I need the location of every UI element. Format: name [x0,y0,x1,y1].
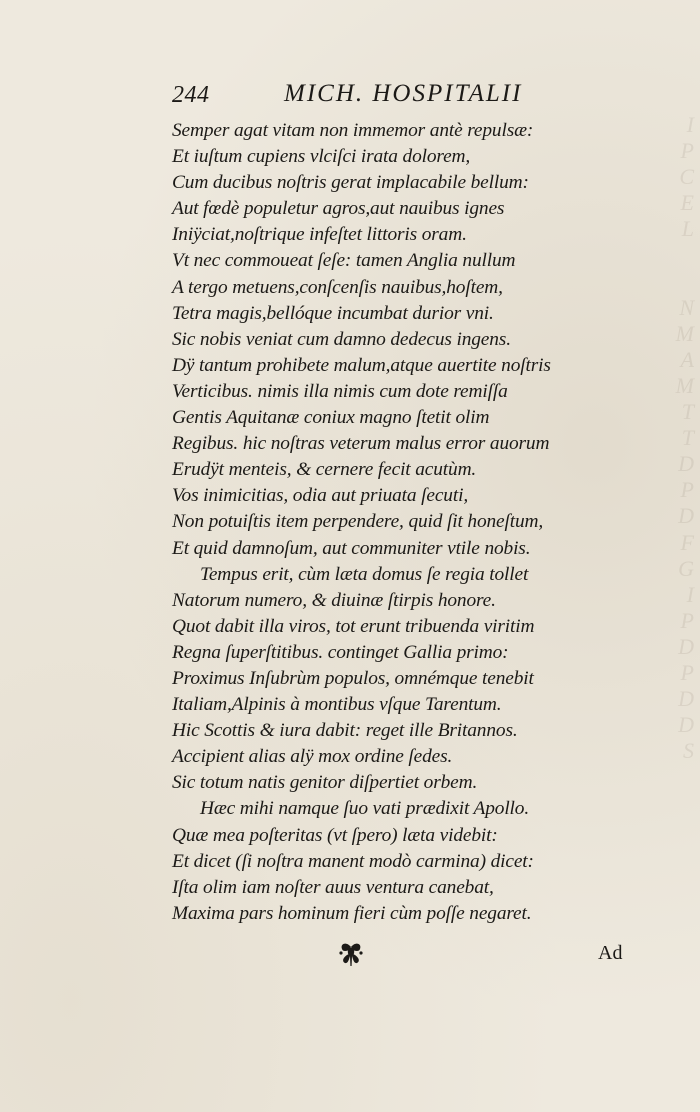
verse-line: Tetra magis,bellóque incumbat durior vni. [172,302,494,324]
verse-line: Gentis Aquitanæ coniux magno ſtetit olim [172,407,490,429]
verse-line: Hic Scottis & iura dabit: reget ille Britannos. [172,720,518,742]
verse-line: Erudÿt menteis, & cernere fecit acutùm. [172,459,477,481]
verse-line: Maxima pars hominum fieri cùm poſſe negaret. [172,902,532,924]
verse-line: Dÿ tantum prohibete malum,atque auertite noſtris [172,354,551,376]
verse-line: Sic totum natis genitor diſpertiet orbem. [172,772,478,794]
verse-line: Proximus Inſubrùm populos, omnémque tenebit [172,667,534,689]
verse-line: Hæc mihi namque ſuo vati prædixit Apollo. [200,798,530,820]
page-header [172,80,562,110]
show-through-text: I P C E L N M A M T T D P D F G I P D P D D S [675,112,694,764]
verse-line: Semper agat vitam non immemor antè repulsæ: [172,120,534,141]
verse-line: Vos inimicitias, odia aut priuata ſecuti, [172,485,469,507]
verse-line: Et iuſtum cupiens vlciſci irata dolorem, [172,146,471,168]
fleuron-ornament-icon [336,938,366,968]
verse-line: Verticibus. nimis illa nimis cum dote remiſſa [172,380,508,402]
verse-line: Quot dabit illa viros, tot erunt tribuenda viritim [172,615,535,637]
verse-line: Accipient alias alÿ mox ordine ſedes. [172,746,453,768]
verse-line: Natorum numero, & diuinæ ſtirpis honore. [172,589,496,611]
verse-line: Italiam,Alpinis à montibus vſque Tarentum. [172,694,502,716]
verse-line: A tergo metuens,conſcenſis nauibus,hoſtem, [172,276,503,298]
verse-line: Iſta olim iam noſter auus ventura canebat, [172,876,494,898]
verse-line: Aut fœdè populetur agros,aut nauibus ignes [172,198,505,220]
running-title: MICH. HOSPITALII [284,80,523,107]
verse-line: Iniÿciat,noſtrique infeſtet littoris oram. [172,224,467,246]
verse-line: Regna ſuperſtitibus. continget Gallia primo: [172,641,509,663]
verse-line: Quæ mea poſteritas (vt ſpero) læta videbit: [172,824,498,846]
catchword: Ad [598,942,623,964]
verse-line: Non potuiſtis item perpendere, quid ſit honeſtum, [172,511,544,533]
verse-line: Sic nobis veniat cum damno dedecus ingens. [172,328,511,350]
verse-line: Et dicet (ſi noſtra manent modò carmina) dicet: [172,850,534,872]
verse-text-block [172,118,612,927]
verse-line: Regibus. hic noſtras veterum malus error auorum [172,433,550,455]
verse-line: Vt nec commoueat ſeſe: tamen Anglia nullum [172,250,516,272]
verse-line: Tempus erit, cùm læta domus ſe regia tollet [200,563,529,585]
verse-line: Et quid damnoſum, aut communiter vtile nobis. [172,537,531,559]
verse-line: Cum ducibus noſtris gerat implacabile bellum: [172,172,529,194]
page-number: 244 [172,82,210,108]
